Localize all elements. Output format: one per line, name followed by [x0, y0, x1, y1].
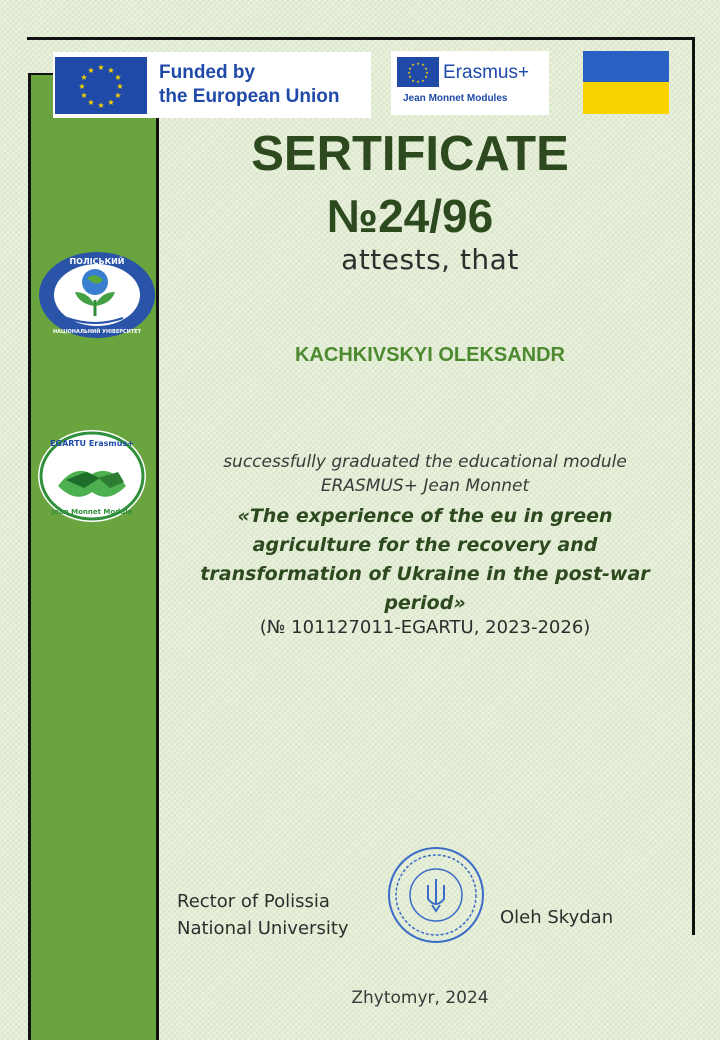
rector-line-1: Rector of Polissia	[177, 891, 330, 912]
certificate-number: №24/96	[326, 190, 494, 242]
svg-text:★: ★	[107, 97, 115, 107]
egartu-module-logo	[36, 428, 148, 524]
svg-text:★: ★	[78, 81, 86, 91]
polissia-university-logo	[37, 250, 157, 340]
certificate-title: SERTIFICATE	[251, 127, 569, 181]
rector-title	[177, 888, 377, 942]
svg-text:★: ★	[407, 70, 411, 75]
polissia-arc-text: ПОЛІСЬКИЙ	[69, 257, 125, 266]
svg-text:★: ★	[114, 72, 122, 82]
project-number: (№ 101127011-EGARTU, 2023-2026)	[259, 617, 591, 638]
eu-funded-logo	[53, 52, 371, 118]
eu-flag-small-icon	[397, 57, 439, 87]
recipient-name: KACHKIVSKYI OLEKSANDR	[294, 344, 566, 366]
svg-text:★: ★	[411, 62, 415, 67]
graduation-line-2: ERASMUS+ Jean Monnet	[320, 476, 530, 496]
place-date: Zhytomyr, 2024	[351, 988, 489, 1008]
university-stamp-icon	[386, 845, 486, 945]
svg-text:★: ★	[421, 62, 425, 67]
frame-right-border	[692, 37, 695, 935]
svg-text:★: ★	[421, 78, 425, 83]
svg-text:★: ★	[107, 65, 115, 75]
green-side-bar	[28, 73, 159, 1040]
svg-text:★: ★	[424, 74, 428, 79]
eu-logo-line1: Funded by	[159, 62, 256, 83]
svg-text:★: ★	[416, 61, 420, 66]
eu-flag-icon	[55, 57, 147, 114]
svg-text:★: ★	[80, 90, 88, 100]
svg-text:★: ★	[97, 62, 105, 72]
svg-text:★: ★	[116, 81, 124, 91]
svg-text:★: ★	[425, 70, 429, 75]
graduation-line-1: successfully graduated the educational module	[223, 452, 627, 472]
svg-text:★: ★	[97, 100, 105, 110]
polissia-arc-text-bottom: НАЦІОНАЛЬНИЙ УНІВЕРСИТЕТ	[53, 329, 141, 335]
erasmus-logo-text: Erasmus+	[443, 62, 530, 83]
svg-text:★: ★	[408, 74, 412, 79]
egartu-arc-text: EGARTU Erasmus+	[50, 439, 134, 448]
attests-text: attests, that	[341, 243, 519, 276]
svg-text:★: ★	[424, 66, 428, 71]
svg-text:★: ★	[87, 97, 95, 107]
svg-text:★: ★	[114, 90, 122, 100]
svg-text:★: ★	[80, 72, 88, 82]
svg-text:★: ★	[408, 66, 412, 71]
erasmus-jean-monnet-logo	[391, 51, 549, 115]
graduation-statement	[160, 450, 690, 498]
signer-name: Oleh Skydan	[500, 907, 614, 928]
svg-text:★: ★	[411, 78, 415, 83]
eu-logo-line2: the European Union	[159, 86, 340, 107]
frame-top-border	[27, 37, 695, 40]
module-title: «The experience of the eu in green agriculture for the recovery and transformation of Ukraine in the post-war period»	[200, 505, 650, 614]
svg-text:★: ★	[87, 65, 95, 75]
erasmus-logo-subtext: Jean Monnet Modules	[403, 93, 508, 104]
svg-text:★: ★	[416, 79, 420, 84]
egartu-arc-text-bottom: Jean Monnet Module	[51, 508, 133, 516]
rector-line-2: National University	[177, 918, 349, 939]
ukraine-flag-icon	[583, 51, 669, 114]
